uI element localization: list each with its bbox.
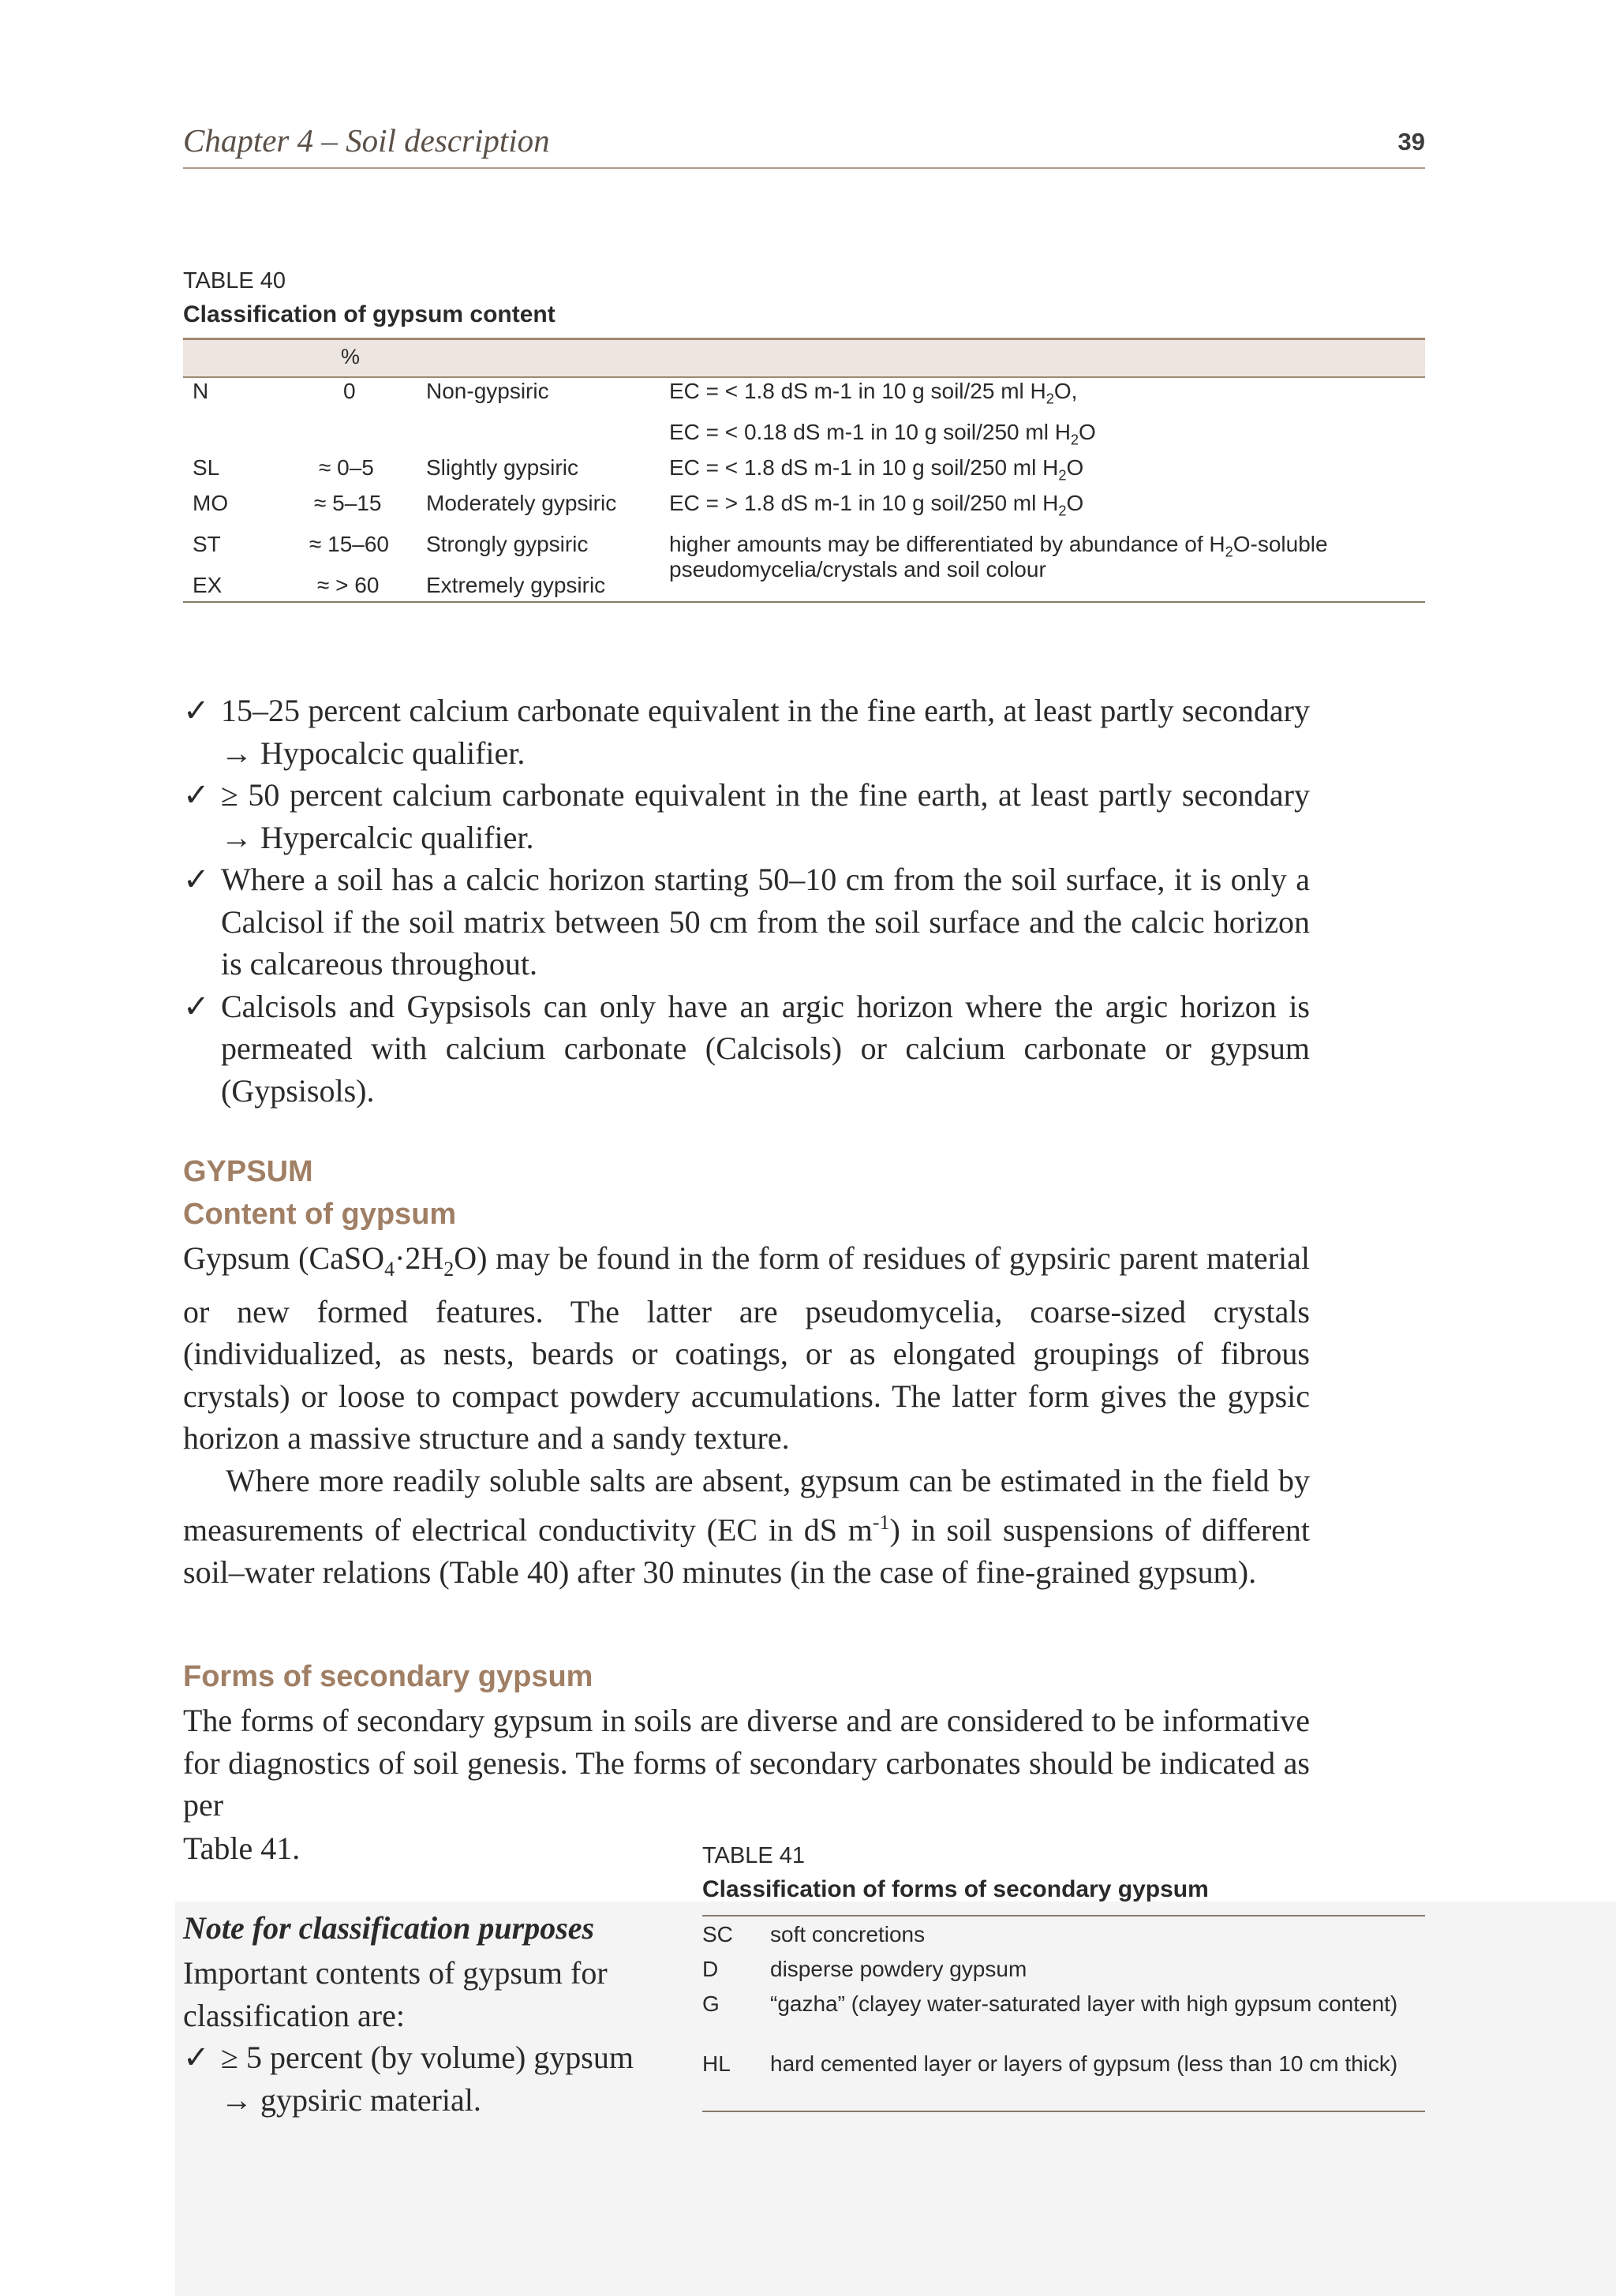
table40-note-line2: pseudomycelia/crystals and soil colour: [669, 557, 1046, 581]
table41-desc: “gazha” (clayey water-saturated layer with high gypsum content): [770, 1991, 1398, 2016]
bullet-text: ≥ 50 percent calcium carbonate equivalent in the fine earth, at least partly secondary → Hypercalcic qualifier.: [221, 777, 1310, 855]
text: ) in soil suspensions of different soil–water relations (Table 40) after 30 minutes (in the case of fine-grained gypsum).: [183, 1512, 1311, 1590]
forms-paragraph: [183, 1700, 1310, 1827]
paragraph: Important contents of gypsum for classification are:: [183, 1955, 608, 2033]
bullet-list: [183, 690, 1310, 1112]
note-text: higher amounts may be differentiated by abundance of H: [669, 532, 1225, 556]
table41-code: HL: [702, 2051, 731, 2076]
table40-name: Extremely gypsiric: [426, 573, 606, 597]
bullet-item: [183, 690, 1310, 774]
ec-text: EC = < 0.18 dS m-1 in 10 g soil/250 ml H: [669, 420, 1071, 444]
bullet-text: ≥ 5 percent (by volume) gypsum: [221, 2040, 634, 2075]
table40-caption: Classification of gypsum content: [183, 301, 556, 327]
text: The forms of secondary gypsum in soils are diverse and are considered to be informative for diagnostics of soil genesis. The forms of secondary carbonates should be indicated as per: [183, 1703, 1310, 1823]
check-icon: ✓: [183, 693, 210, 728]
ec-text: O: [1066, 491, 1084, 515]
table40-label: TABLE 40: [183, 268, 286, 294]
superscript: -1: [872, 1511, 890, 1534]
page-number: 39: [1397, 128, 1425, 155]
table40-header-row: [183, 338, 1425, 378]
table41-code: G: [702, 1991, 720, 2016]
check-icon: ✓: [183, 862, 210, 897]
table41-desc: disperse powdery gypsum: [770, 1957, 1027, 1981]
table40-ec: [669, 379, 1077, 408]
table40-bottom-rule: [183, 601, 1425, 603]
subsection-heading: Forms of secondary gypsum: [183, 1660, 593, 1693]
text: O) may be found in the form of residues of gypsiric parent material or new formed features. The latter are pseudomycelia, coarse-sized crystals (individualized, as nests, beards or coatings, or as elongated groupings of fibrous crystals) or loose to compact powdery accumulations. The latter form gives the gypsic horizon a massive structure and a sandy texture.: [183, 1240, 1310, 1456]
bullet-text: → gypsiric material.: [221, 2081, 481, 2118]
table41-code: SC: [702, 1922, 733, 1946]
table40-code: ST: [193, 532, 221, 556]
table40-code: SL: [193, 455, 220, 480]
table40-code: MO: [193, 491, 229, 515]
paragraph: [183, 1237, 1310, 1460]
note-title: Note for classification purposes: [183, 1910, 595, 1946]
table41-desc: hard cemented layer or layers of gypsum (less than 10 cm thick): [770, 2051, 1398, 2076]
ec-text: O: [1066, 455, 1084, 480]
section-heading: GYPSUM: [183, 1155, 313, 1188]
note-text: O-soluble: [1233, 532, 1328, 556]
check-icon: ✓: [183, 777, 210, 813]
subsection-heading: Content of gypsum: [183, 1198, 457, 1231]
table40-percent: 0: [343, 379, 356, 403]
ec-text: O,: [1053, 379, 1078, 403]
bullet-text: Calcisols and Gypsisols can only have an argic horizon where the argic horizon is permeated with calcium carbonate (Calcisols) or calcium carbonate or gypsum (Gypsisols).: [221, 988, 1310, 1109]
bullet-text: Where a soil has a calcic horizon starting 50–10 cm from the soil surface, it is only a Calcisol if the soil matrix between 50 cm from the soil surface and the calcic horizon is calcareous throughout.: [221, 862, 1310, 982]
table40-name: Slightly gypsiric: [426, 455, 578, 480]
ec-text: O: [1079, 420, 1096, 444]
paragraph: [183, 1700, 1310, 1827]
subscript: 2: [443, 1258, 454, 1281]
table40-ec: [669, 420, 1096, 449]
table40-ec: [669, 455, 1083, 484]
table40-percent: ≈ > 60: [317, 573, 380, 597]
ec-sub: 2: [1046, 391, 1054, 407]
chapter-title: Chapter 4 – Soil description: [183, 122, 550, 159]
table40-percent: ≈ 5–15: [314, 491, 382, 515]
gypsum-paragraphs: [183, 1237, 1310, 1593]
bullet-text: 15–25 percent calcium carbonate equivalent in the fine earth, at least partly secondary → Hypocalcic qualifier.: [221, 693, 1310, 771]
table41-bottom-rule: [702, 2111, 1425, 2112]
text: ·2H: [395, 1240, 444, 1276]
table41-desc: soft concretions: [770, 1922, 926, 1946]
subscript: 4: [384, 1258, 395, 1281]
ec-sub: 2: [1070, 432, 1079, 448]
table41-label: TABLE 41: [702, 1843, 806, 1868]
table40-percent: ≈ 15–60: [309, 532, 390, 556]
ec-sub: 2: [1058, 503, 1067, 519]
ec-text: EC = < 1.8 dS m-1 in 10 g soil/250 ml H: [669, 455, 1059, 480]
table40-name: Moderately gypsiric: [426, 491, 617, 515]
ec-sub: 2: [1058, 467, 1067, 484]
page-header: [183, 118, 1425, 169]
text: Where more readily soluble salts are absent, gypsum can be estimated in the field by measurements of electrical conductivity (EC in dS m: [183, 1462, 1310, 1548]
table41-code: D: [702, 1957, 719, 1981]
table41-top-rule: [702, 1915, 1425, 1916]
table40-name: Non-gypsiric: [426, 379, 549, 403]
bullet-item: [183, 858, 1310, 985]
text: Gypsum (CaSO: [183, 1240, 385, 1276]
forms-paragraph-end: Table 41.: [183, 1830, 301, 1866]
paragraph: [183, 1460, 1310, 1594]
check-icon: ✓: [183, 2040, 210, 2075]
bullet-item: [183, 774, 1310, 858]
table40-ec: [669, 491, 1083, 520]
table40-name: Strongly gypsiric: [426, 532, 589, 556]
note-paragraph: [183, 1952, 672, 2121]
check-icon: ✓: [183, 988, 210, 1024]
ec-text: EC = < 1.8 dS m-1 in 10 g soil/25 ml H: [669, 379, 1046, 403]
ec-text: EC = > 1.8 dS m-1 in 10 g soil/250 ml H: [669, 491, 1059, 515]
table40-code: N: [193, 379, 209, 403]
table41-caption: Classification of forms of secondary gypsum: [702, 1876, 1209, 1902]
table40-code: EX: [193, 573, 223, 597]
table40-percent-header: %: [341, 345, 361, 368]
bullet-item: [183, 985, 1310, 1112]
note-sub: 2: [1225, 544, 1233, 560]
bullet-item: [183, 2036, 672, 2121]
table40-percent: ≈ 0–5: [319, 455, 374, 480]
